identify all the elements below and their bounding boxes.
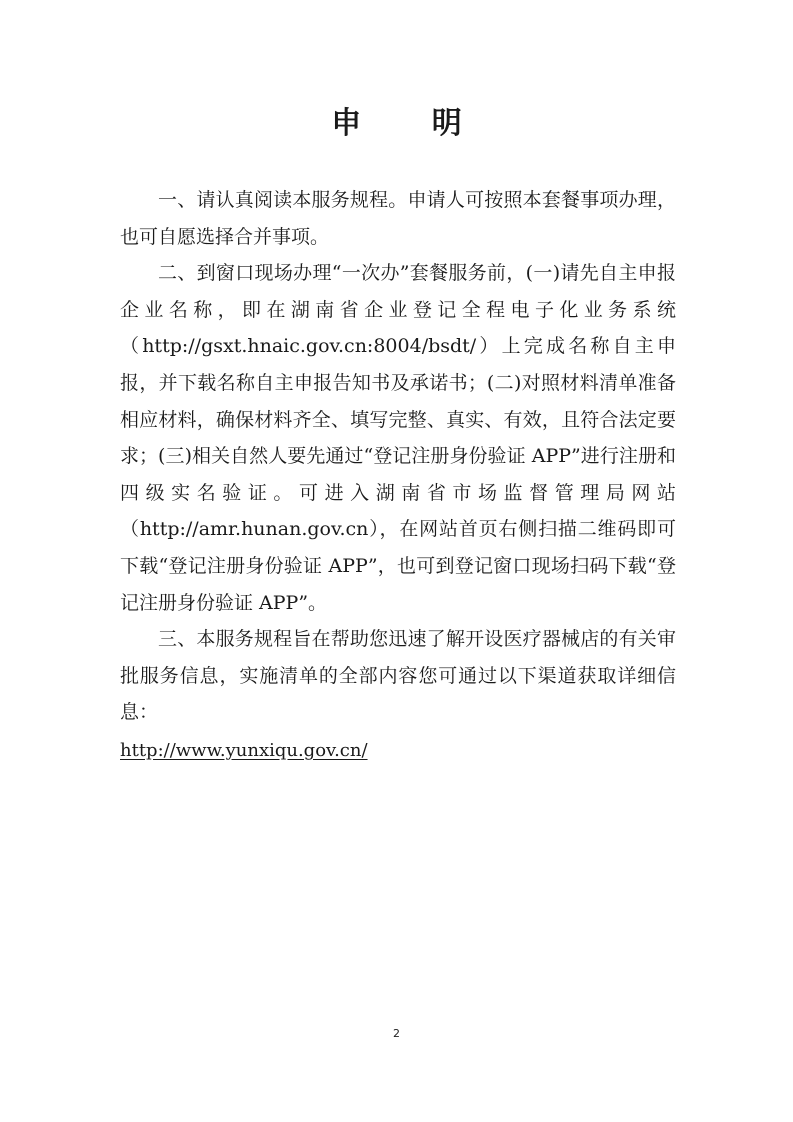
paragraph-3: 三、本服务规程旨在帮助您迅速了解开设医疗器械店的有关审批服务信息，实施清单的全部内容您可通过以下渠道获取详细信息： (120, 628, 676, 724)
website-link[interactable]: http://www.yunxiqu.gov.cn/ (120, 739, 368, 761)
page-title: 申 明 (331, 106, 492, 141)
page-number: 2 (393, 1027, 400, 1040)
paragraph-2: 二、到窗口现场办理“一次办”套餐服务前，(一)请先自主申报企业名称，即在湖南省企业登记全程电子化业务系统（http://gsxt.hnaic.gov.cn:8004/bsdt/）上完成名称自主申报，并下载名称自主申报告知书及承诺书；(二)对照材料清单准备相应材料，确保材料齐全、填写完整、真实、有效，且符合法定要求；(三)相关自然人要先通过“登记注册身份验证 APP”进行注册和四级实名验证。可进入湖南省市场监督管理局网站（http://amr.hunan.gov.cn），在网站首页右侧扫描二维码即可下载“登记注册身份验证 APP”，也可到登记窗口现场扫码下载“登记注册身份验证 APP”。 (120, 262, 676, 614)
document-body (120, 182, 676, 770)
paragraph-1: 一、请认真阅读本服务规程。申请人可按照本套餐事项办理，也可自愿选择合并事项。 (120, 189, 676, 248)
